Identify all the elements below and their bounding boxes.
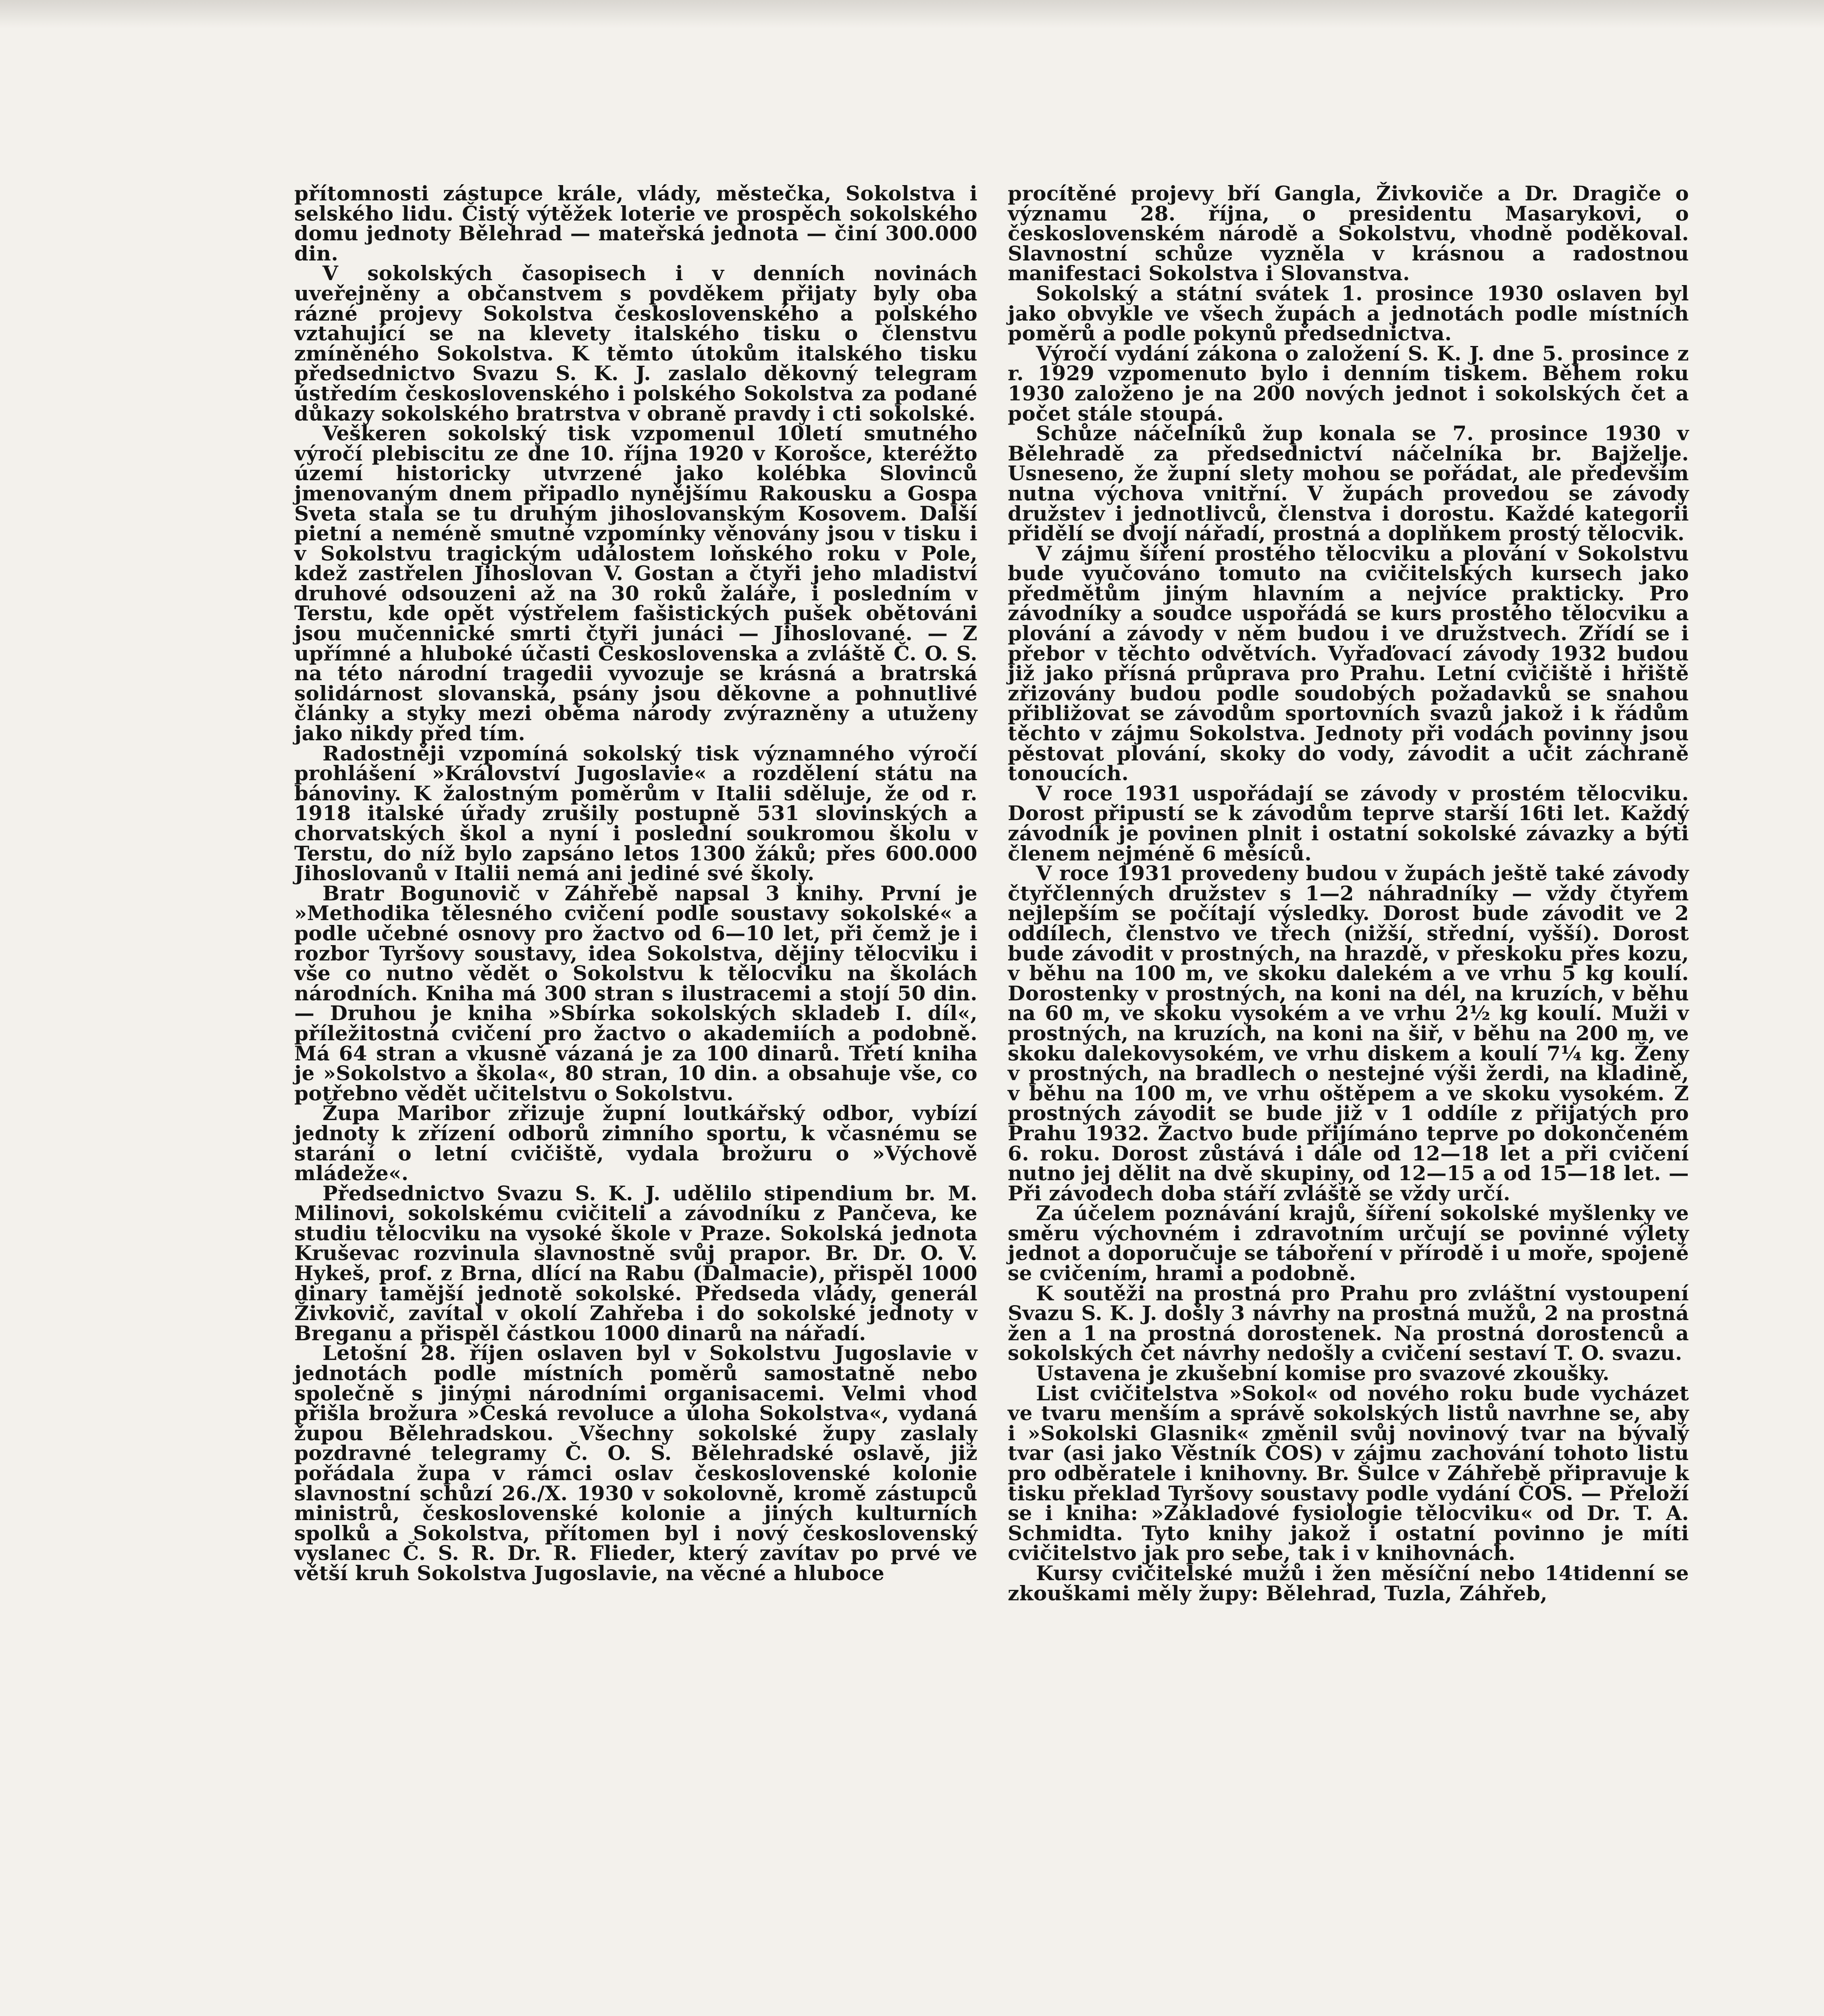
paragraph: List cvičitelstva »Sokol« od nového roku bude vycházet ve tvaru menším a správě sokolských listů navrhne se, aby i »Sokolski Glasnik« změnil svůj novinový tvar na bývalý tvar (asi jako Věstník ČOS) v zájmu zachování tohoto listu pro odběratele i knihovny. Br. Šulce v Záhřebě připravuje k tisku překlad Tyršovy soustavy podle vydání ČOS. — Přeloží se i kniha: »Základové fysiologie tělocviku« od Dr. T. A. Schmidta. Tyto knihy jakož i ostatní povinno je míti cvičitelstvo jak pro sebe, tak i v knihovnách. (1008, 1381, 1689, 1565)
paragraph: V zájmu šíření prostého tělocviku a plování v Sokolstvu bude vyučováno tomuto na cvičitelských kursech jako předmětům jiným hlavním a nejvíce prakticky. Pro závodníky a soudce uspořádá se kurs prostého tělocviku a plování a závody v něm budou i ve družstvech. Zřídí se i přebor v těchto odvětvích. Vyřaďovací závody 1932 budou již jako přísná průprava pro Prahu. Letní cvičiště i hřiště zřizovány budou podle soudobých požadavků se snahou přibližovat se závodům sportovních svazů jakož i k řádům těchto v zájmu Sokolstva. Jednoty při vodách povinny jsou pěstovat plování, skoky do vody, závodit a učit záchraně tonoucích. (1008, 541, 1689, 785)
paragraph: Ustavena je zkušební komise pro svazové zkoušky. (1036, 1361, 1610, 1385)
left-column (294, 183, 978, 1583)
paragraph: V roce 1931 provedeny budou v župách ještě také závody čtyřčlenných družstev s 1—2 náhradníky — vždy čtyřem nejlepším se počítají výsledky. Dorost bude závodit ve 2 oddílech, členstvo ve třech (nižší, střední, vyšší). Dorost bude závodit v prostných, na hrazdě, v přeskoku přes kozu, v běhu na 100 m, ve skoku dalekém a ve vrhu 5 kg koulí. Dorostenky v prostných, na koni na dél, na kruzích, v běhu na 60 m, ve skoku vysokém a ve vrhu 2½ kg koulí. Muži v prostných, na kruzích, na koni na šiř, v běhu na 200 m, ve skoku dalekovysokém, ve vrhu diskem a koulí 7¼ kg. Ženy v prostných, na bradlech o nestejné výši žerdi, na kladině, v běhu na 100 m, ve vrhu oštěpem a ve skoku vysokém. Z prostných závodit se bude již v 1 oddíle z přijatých pro Prahu 1932. Žactvo bude přijímáno teprve po dokončeném 6. roku. Dorost zůstává i dále od 12—18 let a při cvičení nutno jej dělit na dvě skupiny, od 12—15 a od 15—18 let. — Při závodech doba stáří zvláště se vždy určí. (1008, 861, 1689, 1205)
right-column (1008, 183, 1689, 1603)
paragraph: Kursy cvičitelské mužů i žen měsíční nebo 14tidenní se zkouškami měly župy: Bělehrad, Tuzla, Záhřeb, (1008, 1561, 1689, 1605)
paragraph: V roce 1931 uspořádají se závody v prostém tělocviku. Dorost připustí se k závodům teprve starší 16ti let. Každý závodník je povinen plnit i ostatní sokolské závazky a býti členem nejméně 6 měsíců. (1008, 781, 1689, 865)
paragraph: Letošní 28. říjen oslaven byl v Sokolstvu Jugoslavie v jednotách podle místních poměrů samostatně nebo společně s jinými národními organisacemi. Velmi vhod přišla brožura »Česká revoluce a úloha Sokolstva«, vydaná župou Bělehradskou. Všechny sokolské župy zaslaly pozdravné telegramy Č. O. S. Bělehradské oslavě, jiż pořádala župa v rámci oslav československé kolonie slavnostní schůzí 26./X. 1930 v sokolovně, kromě zástupců ministrů, československé kolonie a jiných kulturních spolků a Sokolstva, přítomen byl i nový československý vyslanec Č. S. R. Dr. R. Flieder, který zavítav po prvé ve větší kruh Sokolstva Jugoslavie, na věcné a hluboce (294, 1341, 978, 1585)
paragraph: V sokolských časopisech i v denních novinách uveřejněny a občanstvem s povděkem přijaty byly oba rázné projevy Sokolstva československého a polského vztahující se na klevety italského tisku o členstvu zmíněného Sokolstva. K těmto útokům italského tisku předsednictvo Svazu S. K. J. zaslalo děkovný telegram ústředím československého i polského Sokolstva za podané důkazy sokolského bratrstva v obraně pravdy i cti sokolské. (294, 261, 978, 425)
paragraph: Radostněji vzpomíná sokolský tisk významného výročí prohlášení »Království Jugoslavie« a rozdělení státu na bánoviny. K žalostným poměrům v Italii sděluje, že od r. 1918 italské úřady zrušily postupně 531 slovinských a chorvatských škol a nyní i poslední soukromou školu v Terstu, do níž bylo zapsáno letos 1300 žáků; přes 600.000 Jihoslovanů v Italii nemá ani jediné své školy. (294, 741, 978, 885)
paragraph: Schůze náčelníků žup konala se 7. prosince 1930 v Bělehradě za předsednictví náčelníka br. Bajželje. Usneseno, že župní slety mohou se pořádat, ale především nutna výchova vnitřní. V župách provedou se závody družstev i jednotlivců, členstva i dorostu. Každé kategorii přidělí se dvojí nářadí, prostná a doplňkem prostý tělocvik. (1008, 421, 1689, 546)
paragraph: Výročí vydání zákona o založení S. K. J. dne 5. prosince z r. 1929 vzpomenuto bylo i denním tiskem. Během roku 1930 založeno je na 200 nových jednot i sokolských čet a počet stále stoupá. (1008, 341, 1689, 425)
paragraph: Veškeren sokolský tisk vzpomenul 10letí smutného výročí plebiscitu ze dne 10. října 1920 v Korošce, kteréžto území historicky utvrzené jako kolébka Slovinců jmenovaným dnem připadlo nynějšímu Rakousku a Gospa Sveta stala se tu druhým jihoslovanským Kosovem. Další pietní a neméně smutné vzpomínky věnovány jsou v tisku i v Sokolstvu tragickým událostem loňského roku v Pole, kdež zastřelen Jihoslovan V. Gostan a čtyři jeho mladiství druhové odsouzeni až na 30 roků žaláře, i posledním v Terstu, kde opět výstřelem fašistických pušek obětováni jsou mučennické smrti čtyři junáci — Jihoslované. — Z upřímné a hluboké účasti Československa a zvláště Č. O. S. na této národní tragedii vyvozuje se krásná a bratrská solidárnost slovanská, psány jsou děkovne a pohnutlivé články a styky mezi oběma národy zvýrazněny a utuženy jako nikdy před tím. (294, 421, 978, 746)
paragraph: K soutěži na prostná pro Prahu pro zvláštní vystoupení Svazu S. K. J. došly 3 návrhy na prostná mužů, 2 na prostná žen a 1 na prostná dorostenek. Na prostná dorostenců a sokolských čet návrhy nedošly a cvičení sestaví T. O. svazu. (1008, 1281, 1689, 1365)
paragraph: Bratr Bogunovič v Záhřebě napsal 3 knihy. První je »Methodika tělesného cvičení podle soustavy sokolské« a podle učebné osnovy pro žactvo od 6—10 let, při čemž je i rozbor Tyršovy soustavy, idea Sokolstva, dějiny tělocviku i vše co nutno vědět o Sokolstvu k tělocviku na školách národních. Kniha má 300 stran s ilustracemi a stojí 50 din. — Druhou je kniha »Sbírka sokolských skladeb I. díl«, příležitostná cvičení pro žactvo o akademiích a podobně. Má 64 stran a vkusně vázaná je za 100 dinarů. Třetí kniha je »Sokolstvo a škola«, 80 stran, 10 din. a obsahuje vše, co potřebno vědět učitelstvu o Sokolstvu. (294, 881, 978, 1105)
paragraph: Sokolský a státní svátek 1. prosince 1930 oslaven byl jako obvykle ve všech župách a jednotách podle místních poměrů a podle pokynů předsednictva. (1008, 281, 1689, 346)
paragraph: procítěné projevy bří Gangla, Živkoviče a Dr. Dragiče o významu 28. října, o presidentu Masarykovi, o československém národě a Sokolstvu, vhodně poděkoval. Slavnostní schůze vyzněla v krásnou a radostnou manifestaci Sokolstva i Slovanstva. (1008, 181, 1689, 285)
page-top-shadow (0, 0, 1824, 28)
paragraph: Za účelem poznávání krajů, šíření sokolské myšlenky ve směru výchovném i zdravotním určují se povinné výlety jednot a doporučuje se táboření v přírodě i u moře, spojené se cvičením, hrami a podobně. (1008, 1201, 1689, 1285)
paragraph: Župa Maribor zřizuje župní loutkářský odbor, vybízí jednoty k zřízení odborů zimního sportu, k včasnému se starání o letní cvičiště, vydala brožuru o »Výchově mládeže«. (294, 1101, 978, 1185)
paragraph: Předsednictvo Svazu S. K. J. udělilo stipendium br. M. Milinovi, sokolskému cvičiteli a závodníku z Pančeva, ke studiu tělocviku na vysoké škole v Praze. Sokolská jednota Kruševac rozvinula slavnostně svůj prapor. Br. Dr. O. V. Hykeš, prof. z Brna, dlící na Rabu (Dalmacie), přispěl 1000 dinary tamější jednotě sokolské. Předseda vlády, generál Živkovič, zavítal v okolí Zahřeba i do sokolské jednoty v Breganu a přispěl částkou 1000 dinarů na nářadí. (294, 1181, 978, 1345)
paragraph: přítomnosti zástupce krále, vlády, městečka, Sokolstva i selského lidu. Čistý výtěžek loterie ve prospěch sokolského domu jednoty Bělehrad — mateřská jednota — činí 300.000 din. (294, 181, 978, 265)
